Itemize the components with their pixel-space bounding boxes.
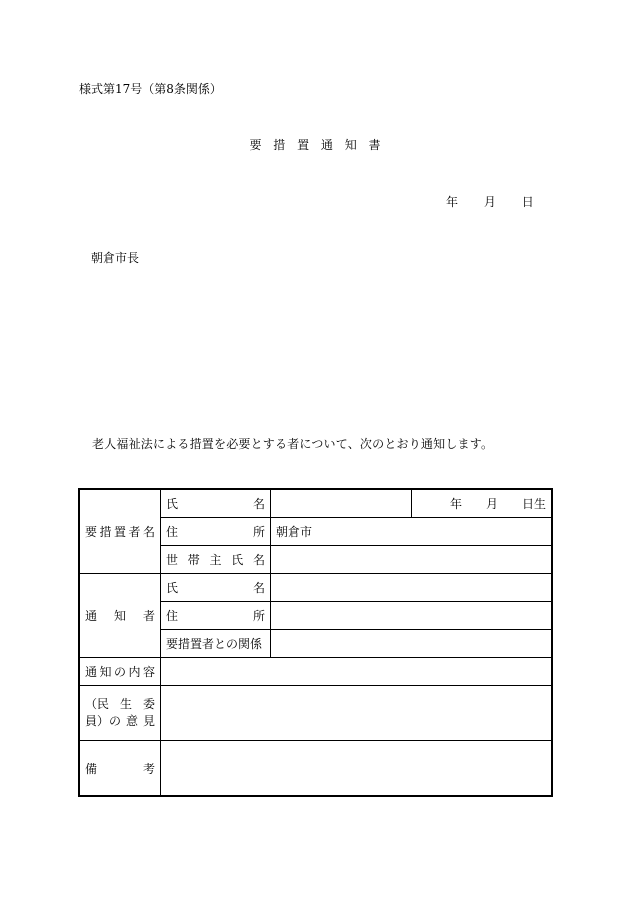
notifier-name-label: 氏 名	[161, 574, 271, 602]
table-row	[79, 574, 552, 602]
relation-label: 要措置者との関係	[161, 630, 271, 658]
notifier-address-field[interactable]	[271, 602, 553, 630]
subject-person-label: 要 措 置 者 名	[79, 489, 161, 574]
subject-name-label: 氏 名	[161, 489, 271, 518]
date-line	[446, 193, 534, 210]
table-row	[79, 658, 552, 686]
welfare-commissioner-opinion-label: （民 生 委 員）の 意 見	[79, 686, 161, 741]
notice-content-label: 通 知 の 内 容	[79, 658, 161, 686]
table-row	[79, 489, 552, 518]
table-row	[79, 741, 552, 797]
notifier-name-field[interactable]	[271, 574, 553, 602]
notifier-label: 通 知 者	[79, 574, 161, 658]
subject-address-label: 住 所	[161, 518, 271, 546]
notice-content-field[interactable]	[161, 658, 553, 686]
remarks-field[interactable]	[161, 741, 553, 797]
date-year: 年	[446, 195, 459, 209]
document-title: 要 措 置 通 知 書	[249, 138, 381, 152]
notice-text: 老人福祉法による措置を必要とする者について、次のとおり通知します。	[92, 437, 494, 451]
relation-field[interactable]	[271, 630, 553, 658]
householder-name-field[interactable]	[271, 546, 553, 574]
form-number: 様式第17号（第8条関係）	[79, 82, 222, 96]
notice-form-table	[78, 488, 553, 797]
date-day: 日	[521, 195, 534, 209]
welfare-commissioner-opinion-field[interactable]	[161, 686, 553, 741]
addressee: 朝倉市長	[91, 251, 140, 265]
notifier-address-label: 住 所	[161, 602, 271, 630]
table-row	[79, 686, 552, 741]
subject-name-field[interactable]	[271, 489, 412, 518]
subject-birthdate-field[interactable]: 年 月 日生	[412, 489, 553, 518]
remarks-label: 備 考	[79, 741, 161, 797]
subject-address-field[interactable]: 朝倉市	[271, 518, 553, 546]
date-month: 月	[483, 195, 496, 209]
householder-name-label: 世 帯 主 氏 名	[161, 546, 271, 574]
